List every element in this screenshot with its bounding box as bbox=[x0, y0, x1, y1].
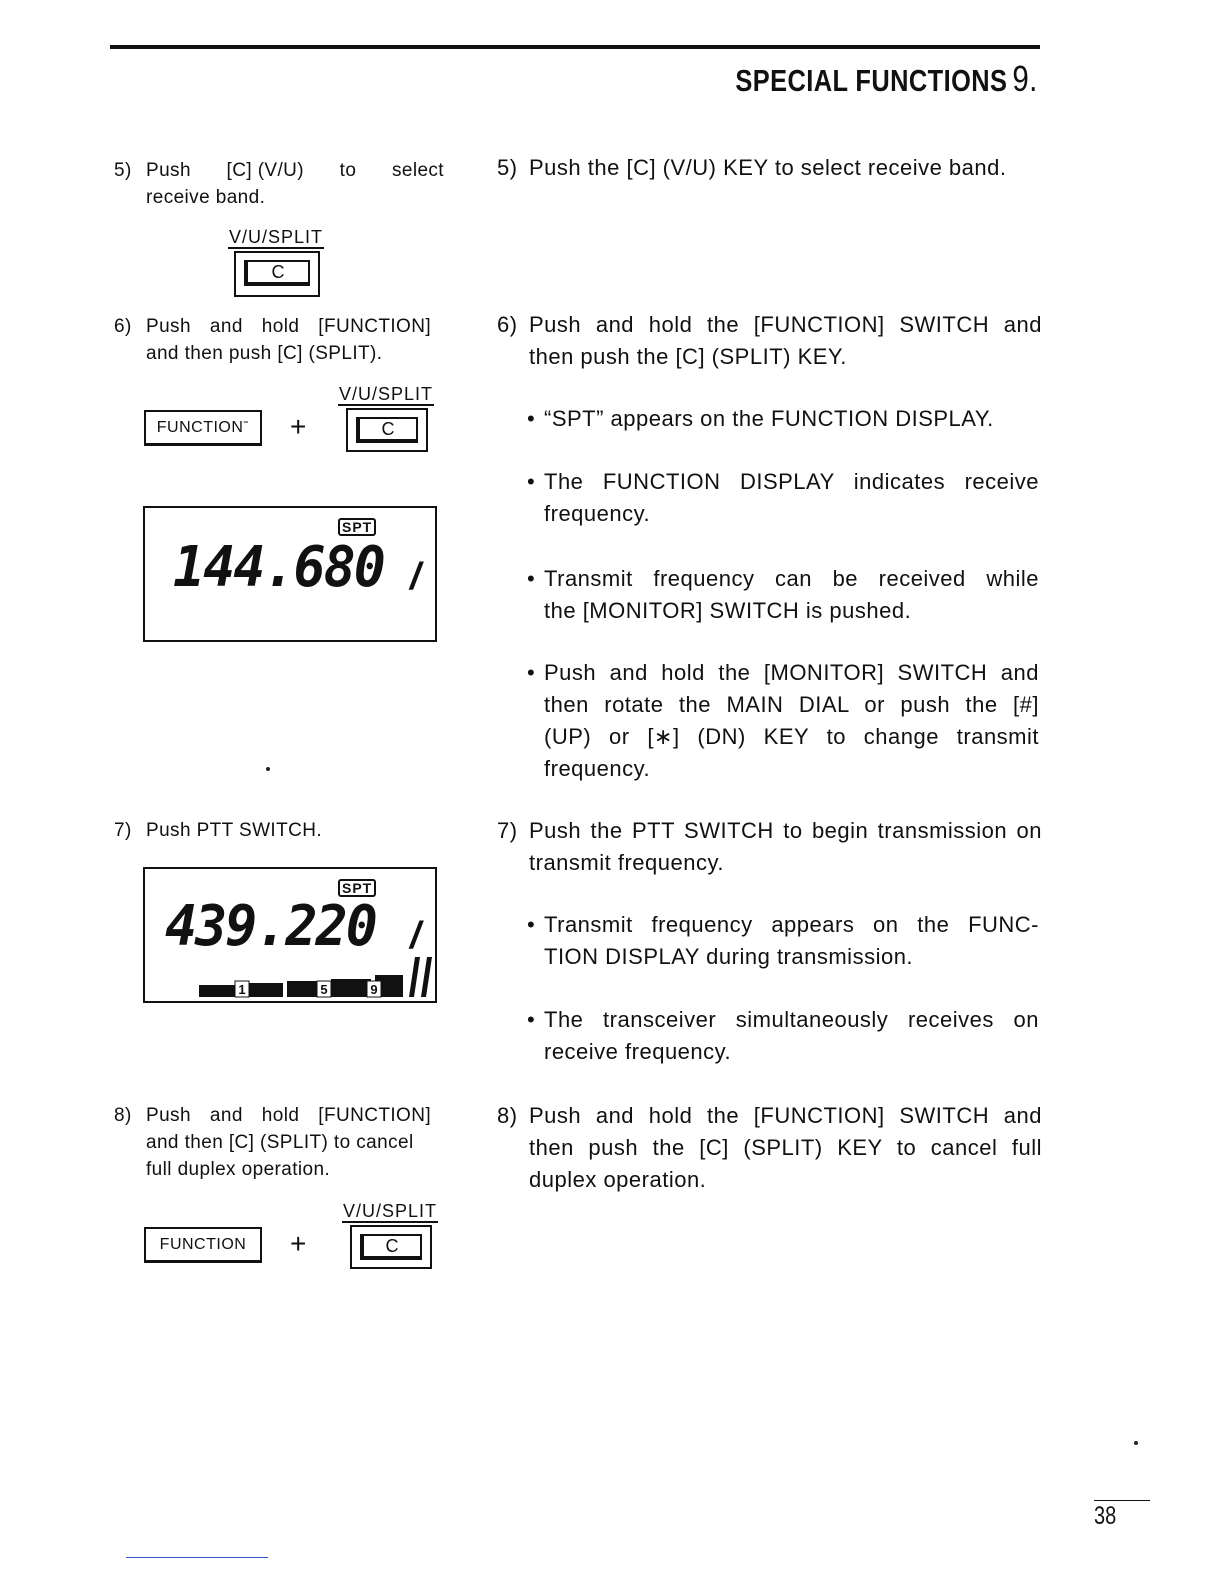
bullet-text-line1: Transmit frequency appears on the FUNC- bbox=[544, 912, 1039, 937]
s-meter-peak-bar bbox=[421, 957, 432, 997]
bullet-dot: • bbox=[527, 406, 536, 431]
step-text-line2: transmit frequency. bbox=[529, 850, 724, 875]
bullet-text-line1: “SPT” appears on the FUNCTION DISPLAY. bbox=[544, 406, 994, 431]
step-text-line2: receive band. bbox=[146, 187, 266, 208]
step-text-line1: Push the PTT SWITCH to begin transmission on bbox=[529, 818, 1042, 843]
step-number: 6) bbox=[497, 312, 518, 337]
step-number: 7) bbox=[497, 818, 518, 843]
spt-badge: SPT bbox=[338, 879, 376, 897]
bullet-text-line1: Push and hold the [MONITOR] SWITCH and bbox=[544, 660, 1039, 685]
s-meter-segment bbox=[331, 979, 371, 997]
section-title-text: SPECIAL FUNCTIONS bbox=[735, 63, 1008, 98]
lcd-tick-mark: / bbox=[410, 915, 421, 957]
step-number: 7) bbox=[114, 820, 132, 841]
function-key: FUNCTION bbox=[144, 1227, 262, 1263]
right-step-7 bbox=[497, 815, 1042, 879]
lcd-display-transmit bbox=[143, 867, 437, 1003]
print-speck bbox=[266, 767, 270, 771]
word: to bbox=[339, 160, 357, 181]
vu-split-key-6 bbox=[338, 384, 434, 452]
section-title bbox=[736, 58, 1038, 100]
function-key: FUNCTIONˉ bbox=[144, 410, 262, 446]
s-meter-label: 9 bbox=[370, 982, 378, 997]
step-number: 6) bbox=[114, 316, 132, 337]
scan-artifact-line bbox=[126, 1557, 268, 1558]
left-step-8 bbox=[114, 1102, 444, 1183]
lcd-frequency: 439.220 bbox=[165, 894, 376, 959]
c-key-face: C bbox=[244, 260, 310, 286]
right-step-6 bbox=[497, 309, 1042, 373]
right-step-5 bbox=[497, 152, 1042, 184]
bullet-dot: • bbox=[527, 912, 536, 937]
plus-sign: + bbox=[290, 411, 307, 442]
lcd-frequency: 144.680 bbox=[173, 535, 384, 600]
step-text-line1: Push and hold the [FUNCTION] SWITCH and bbox=[529, 312, 1042, 337]
s-meter-label: 5 bbox=[320, 982, 328, 997]
top-rule bbox=[110, 45, 1040, 49]
bullet-text-line4: frequency. bbox=[544, 756, 651, 781]
bullet-dot: • bbox=[527, 469, 536, 494]
lcd-display-receive bbox=[143, 506, 437, 642]
bullet-text-line1: Transmit frequency can be received while bbox=[544, 566, 1039, 591]
bullet-7a bbox=[527, 909, 1039, 973]
bullet-6b bbox=[527, 466, 1039, 530]
bullet-6a bbox=[527, 403, 1039, 435]
c-key-face: C bbox=[356, 417, 418, 443]
key-label: V/U/SPLIT bbox=[339, 384, 434, 404]
step-text-line3: duplex operation. bbox=[529, 1167, 707, 1192]
bullet-text-line1: The transceiver simultaneously receives on bbox=[544, 1007, 1039, 1032]
bullet-dot: • bbox=[527, 1007, 536, 1032]
bullet-dot: • bbox=[527, 566, 536, 591]
page-number-rule bbox=[1094, 1500, 1150, 1501]
bullet-dot: • bbox=[527, 660, 536, 685]
word: select bbox=[391, 160, 444, 181]
page-number: 38 bbox=[1094, 1502, 1117, 1530]
bullet-text-line2: TION DISPLAY during transmission. bbox=[544, 944, 914, 969]
s-meter-segment bbox=[199, 985, 239, 997]
bullet-text-line2: frequency. bbox=[544, 501, 651, 526]
step-text-line2: and then [C] (SPLIT) to cancel bbox=[146, 1132, 414, 1153]
s-meter-peak-bar bbox=[409, 957, 420, 997]
bullet-text-line2: the [MONITOR] SWITCH is pushed. bbox=[544, 598, 912, 623]
chapter-number: 9. bbox=[1012, 58, 1038, 99]
bullet-text-line2: then rotate the MAIN DIAL or push the [#] bbox=[544, 692, 1039, 717]
key-label: V/U/SPLIT bbox=[343, 1201, 438, 1221]
step-text-line1: Push and hold [FUNCTION] bbox=[146, 1105, 431, 1126]
bullet-text-line3: (UP) or [∗] (DN) KEY to change transmit bbox=[544, 724, 1039, 749]
print-speck bbox=[1134, 1441, 1138, 1445]
bullet-text-line2: receive frequency. bbox=[544, 1039, 732, 1064]
s-meter-label: 1 bbox=[238, 982, 246, 997]
left-step-6 bbox=[114, 313, 444, 367]
vu-split-key-5 bbox=[228, 227, 324, 297]
bullet-6c bbox=[527, 563, 1039, 627]
right-step-8 bbox=[497, 1100, 1042, 1196]
step-text-line2: and then push [C] (SPLIT). bbox=[146, 343, 383, 364]
c-key-face: C bbox=[360, 1234, 422, 1260]
word: Push bbox=[146, 160, 191, 181]
plus-sign: + bbox=[290, 1228, 307, 1259]
step-text-line2: then push the [C] (SPLIT) KEY to cancel full bbox=[529, 1135, 1042, 1160]
bullet-text-line1: The FUNCTION DISPLAY indicates receive bbox=[544, 469, 1039, 494]
step-number: 5) bbox=[114, 160, 132, 181]
c-key bbox=[234, 251, 320, 297]
left-step-7 bbox=[114, 817, 444, 844]
step-number: 8) bbox=[497, 1103, 518, 1128]
c-key bbox=[346, 408, 428, 452]
key-label: V/U/SPLIT bbox=[229, 227, 324, 247]
spt-badge: SPT bbox=[338, 518, 376, 536]
left-step-5 bbox=[114, 157, 444, 211]
c-key bbox=[350, 1225, 432, 1269]
step-text-line2: then push the [C] (SPLIT) KEY. bbox=[529, 344, 847, 369]
s-meter-bar bbox=[199, 957, 433, 999]
bullet-6d bbox=[527, 657, 1039, 785]
step-text-line1 bbox=[146, 157, 444, 184]
bullet-7b bbox=[527, 1004, 1039, 1068]
lcd-tick-mark: / bbox=[410, 556, 421, 598]
step-text-line1: Push PTT SWITCH. bbox=[146, 820, 323, 841]
step-text-line1: Push the [C] (V/U) KEY to select receive band. bbox=[529, 155, 1007, 180]
step-text-line1: Push and hold [FUNCTION] bbox=[146, 316, 431, 337]
word: [C] (V/U) bbox=[226, 160, 305, 181]
vu-split-key-8 bbox=[342, 1201, 438, 1269]
step-number: 5) bbox=[497, 155, 518, 180]
step-text-line1: Push and hold the [FUNCTION] SWITCH and bbox=[529, 1103, 1042, 1128]
step-number: 8) bbox=[114, 1105, 132, 1126]
step-text-line3: full duplex operation. bbox=[146, 1159, 331, 1180]
